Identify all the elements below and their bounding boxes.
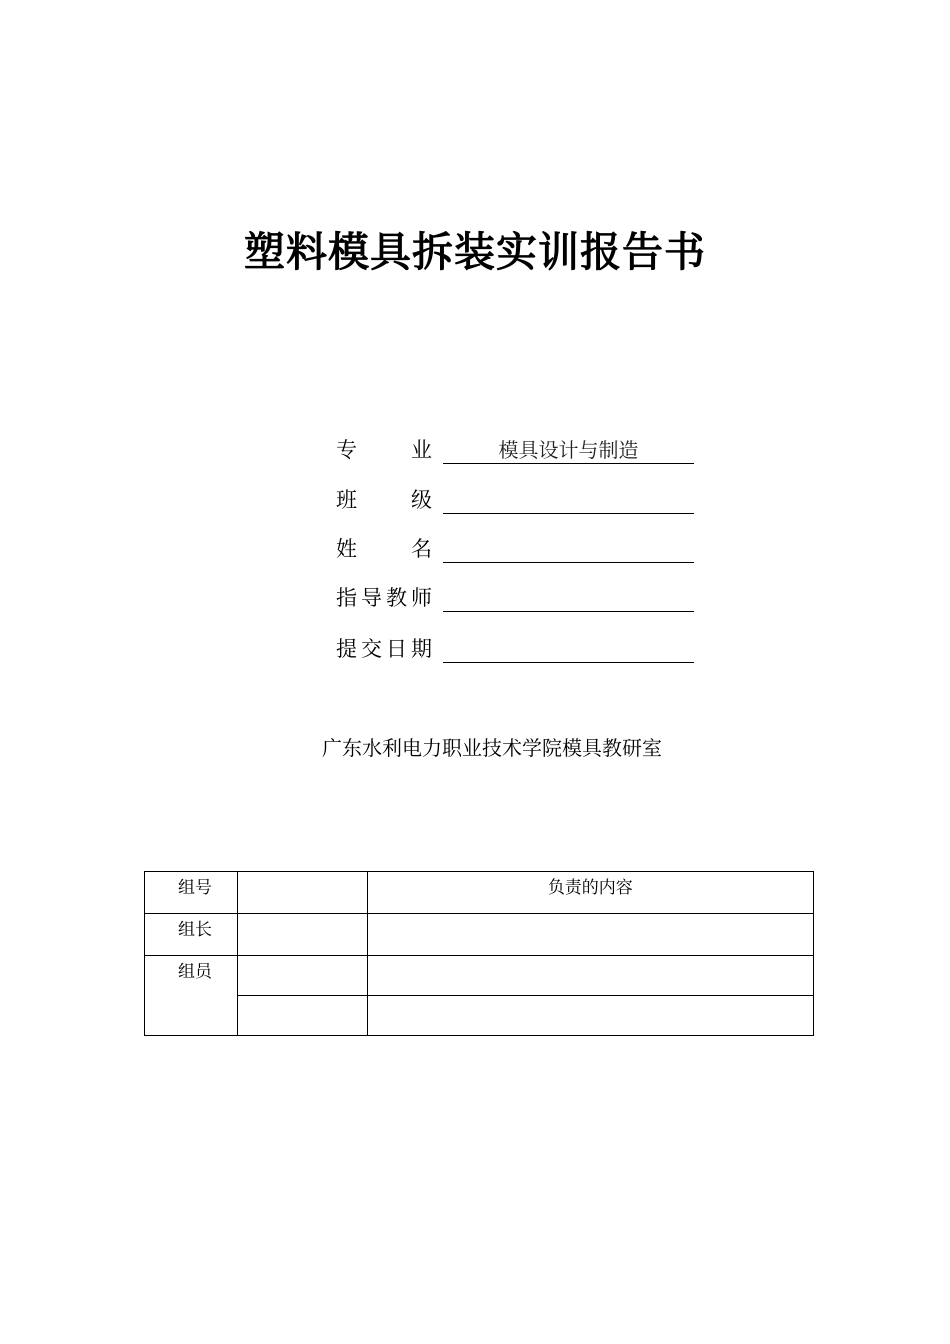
field-advisor [336,583,696,613]
cell-content-header: 负责的内容 [367,872,813,914]
field-underline [443,513,694,514]
cell-member-content[interactable] [367,956,813,996]
cell-member-name[interactable] [238,996,367,1036]
field-major [336,435,696,465]
cell-group-no-value[interactable] [238,872,367,914]
cell-member-content[interactable] [367,996,813,1036]
cell-group-no-label: 组号 [145,872,238,914]
field-submit-date [336,634,696,664]
field-underline [443,562,694,563]
table-row [145,872,814,914]
field-name [336,534,696,564]
field-label-submit-date: 提交日期 [336,637,432,661]
field-value-major[interactable]: 模具设计与制造 [498,438,639,462]
field-underline [443,662,694,663]
report-title: 塑料模具拆装实训报告书 [244,228,706,276]
institution-name: 广东水利电力职业技术学院模具教研室 [322,736,662,760]
field-underline [443,463,694,464]
group-table [144,871,814,1036]
cell-leader-label: 组长 [145,914,238,956]
field-label-major: 专业 [336,438,432,462]
table-row [145,996,814,1036]
field-label-advisor: 指导教师 [336,586,432,610]
field-class [336,485,696,515]
table-row [145,914,814,956]
field-underline [443,611,694,612]
cell-leader-name[interactable] [238,914,367,956]
table-row [145,956,814,996]
field-label-class: 班级 [336,488,432,512]
cell-member-label: 组员 [145,956,238,1036]
cell-leader-content[interactable] [367,914,813,956]
field-label-name: 姓名 [336,537,432,561]
cell-member-name[interactable] [238,956,367,996]
